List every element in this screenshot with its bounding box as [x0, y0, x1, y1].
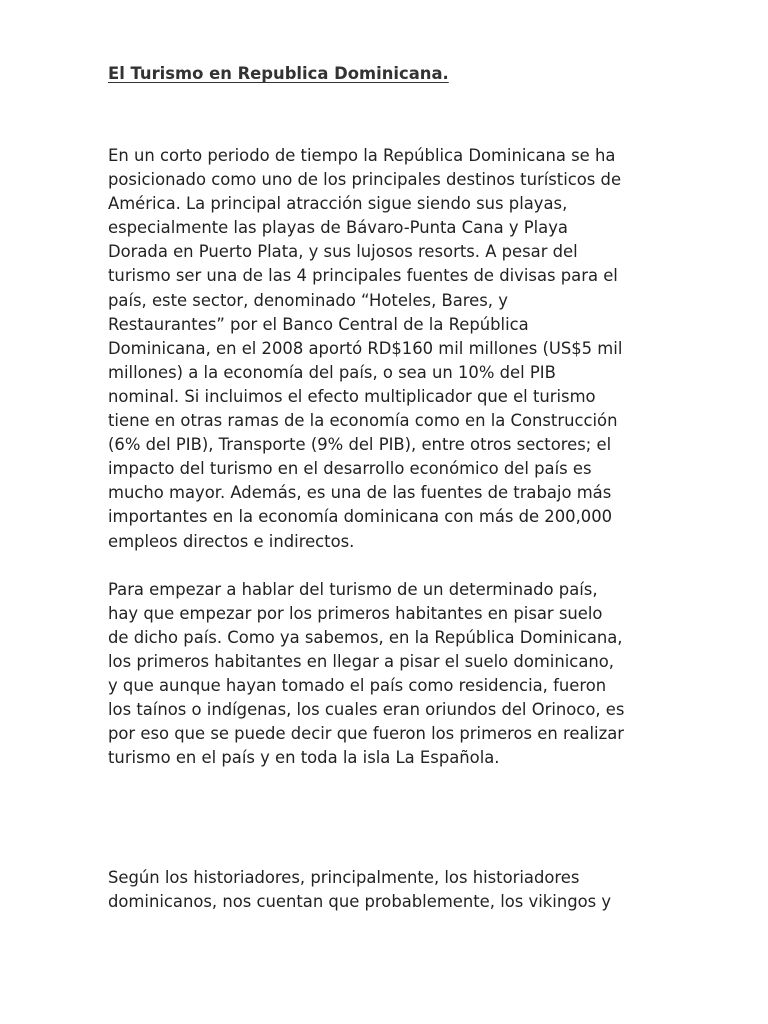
paragraph-tourism-economy: En un corto periodo de tiempo la República Dominicana se ha posicionado como uno de los principales destinos turísticos de América. La principal atracción sigue siendo sus playas, especialmente las playas de Bávaro-Punta Cana y Playa Dorada en Puerto Plata, y sus lujosos resorts. A pesar del turismo ser una de las 4 principales fuentes de divisas para el país, este sector, denominado “Hoteles, Bares, y Restaurantes” por el Banco Central de la República Dominicana, en el 2008 aportó RD$160 mil millones (US$5 mil millones) a la economía del país, o sea un 10% del PIB nominal. Si incluimos el efecto multiplicador que el turismo tiene en otras ramas de la economía como en la Construcción (6% del PIB), Transporte (9% del PIB), entre otros sectores; el impacto del turismo en el desarrollo económico del país es mucho mayor. Además, es una de las fuentes de trabajo más importantes en la economía dominicana con más de 200,000 empleos directos e indirectos. [108, 146, 623, 551]
document-body [108, 62, 668, 915]
document-title: El Turismo en Republica Dominicana. [108, 64, 449, 83]
paragraph-first-inhabitants: Para empezar a hablar del turismo de un determinado país, hay que empezar por los primeros habitantes en pisar suelo de dicho país. Como ya sabemos, en la República Dominicana, los primeros habitantes en llegar a pisar el suelo dominicano, y que aunque hayan tomado el país como residencia, fueron los taínos o indígenas, los cuales eran oriundos del Orinoco, es por eso que se puede decir que fueron los primeros en realizar turismo en el país y en toda la isla La Española. [108, 579, 625, 768]
paragraph-historians: Según los historiadores, principalmente, los historiadores dominicanos, nos cuentan que probablemente, los vikingos y [108, 868, 612, 912]
